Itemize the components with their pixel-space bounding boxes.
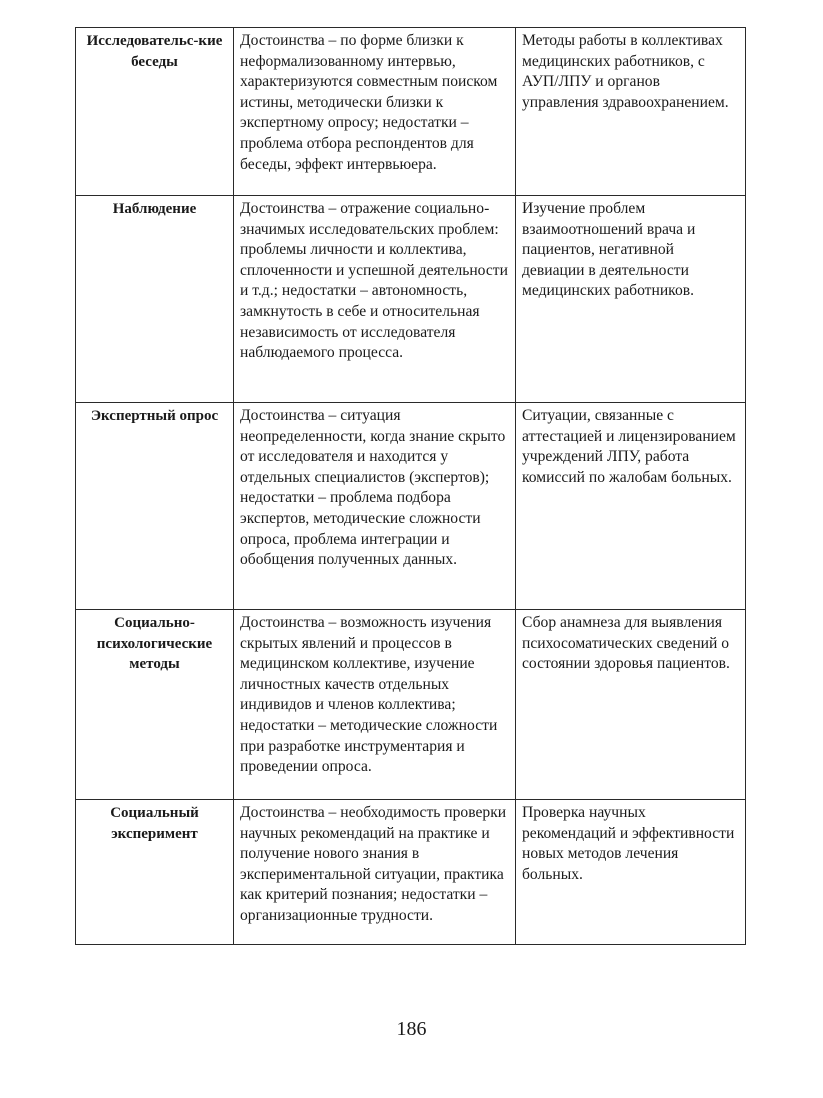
methods-table — [75, 27, 746, 945]
table-row — [76, 800, 746, 945]
description-cell: Достоинства – отражение социально- значимых исследовательских проблем: проблемы личности и коллектива, сплоченности и успешной деятельности и т.д.; недостатки – автономность, замкнутость в себе и относительная независимость от исследователя наблюдаемого процесса. — [234, 196, 516, 403]
description-cell: Достоинства – по форме близки к неформализованному интервью, характеризуются совместным поиском истины, методически близки к экспертному опросу; недостатки – проблема отбора респондентов для беседы, эффект интервьюера. — [234, 28, 516, 196]
description-cell: Достоинства – возможность изучения скрытых явлений и процессов в медицинском коллективе, изучение личностных качеств отдельных индивидов и членов коллектива; недостатки – методические сложности при разработке инструментария и проведении опроса. — [234, 610, 516, 800]
table-row — [76, 28, 746, 196]
method-name-cell: Социальный эксперимент — [76, 800, 234, 945]
page-number: 186 — [396, 1018, 427, 1040]
application-cell: Ситуации, связанные с аттестацией и лицензированием учреждений ЛПУ, работа комиссий по жалобам больных. — [516, 403, 746, 610]
application-cell: Сбор анамнеза для выявления психосоматических сведений о состоянии здоровья пациентов. — [516, 610, 746, 800]
description-cell: Достоинства – ситуация неопределенности, когда знание скрыто от исследователя и находится у отдельных специалистов (экспертов); недостатки – проблема подбора экспертов, методические сложности опроса, проблема интеграции и обобщения полученных данных. — [234, 403, 516, 610]
method-name-cell: Исследовательс-кие беседы — [76, 28, 234, 196]
table-row — [76, 403, 746, 610]
methods-table-container — [75, 27, 745, 945]
application-cell: Проверка научных рекомендаций и эффективности новых методов лечения больных. — [516, 800, 746, 945]
application-cell: Изучение проблем взаимоотношений врача и пациентов, негативной девиации в деятельности медицинских работников. — [516, 196, 746, 403]
table-row — [76, 610, 746, 800]
application-cell: Методы работы в коллективах медицинских работников, с АУП/ЛПУ и органов управления здравоохранением. — [516, 28, 746, 196]
table-row — [76, 196, 746, 403]
description-cell: Достоинства – необходимость проверки научных рекомендаций на практике и получение нового знания в экспериментальной ситуации, практика как критерий познания; недостатки – организационные трудности. — [234, 800, 516, 945]
method-name-cell: Экспертный опрос — [76, 403, 234, 610]
method-name-cell: Социально-психологические методы — [76, 610, 234, 800]
method-name-cell: Наблюдение — [76, 196, 234, 403]
